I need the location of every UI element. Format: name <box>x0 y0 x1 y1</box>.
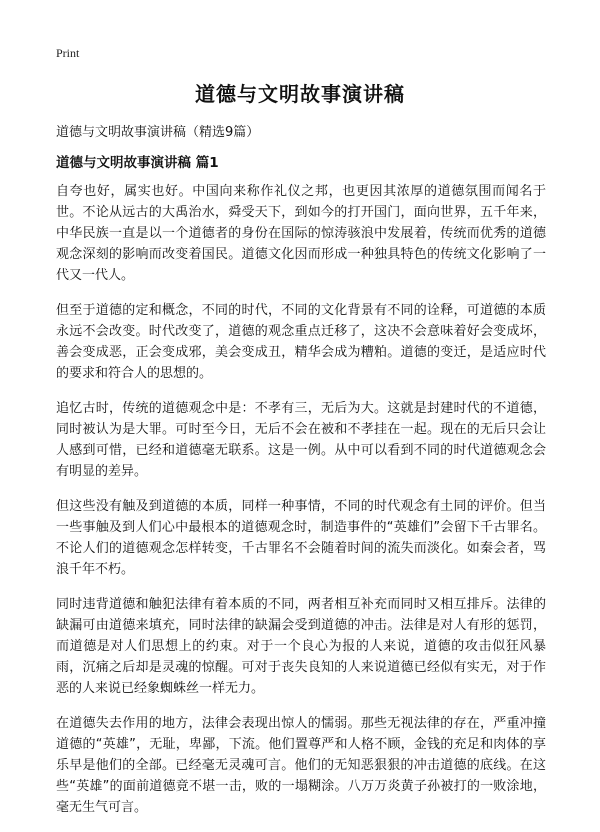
document-title: 道德与文明故事演讲稿 <box>195 82 405 106</box>
paragraph-5: 同时违背道德和触犯法律有着本质的不同，两者相互补充而同时又相互排斥。法律的缺漏可由道德来填充，同时法律的缺漏会受到道德的冲击。法律是对人有形的惩罚，而道德是对人们思想上的约束。对于一个良心为报的人来说，道德的攻击似狂风暴雨，沉痛之后却是灵魂的惊醒。可对于丧失良知的人来说道德已经似有实无，对于作恶的人来说已经象蜘蛛丝一样无力。 <box>56 597 546 696</box>
document-subtitle: 道德与文明故事演讲稿（精选9篇） <box>56 125 260 140</box>
paragraph-3: 追忆古时，传统的道德观念中是：不孝有三，无后为大。这就是封建时代的不道德，同时被认为是大罪。可时至今日，无后不会在被和不孝挂在一起。现在的无后只会让人感到可惜，已经和道德毫无联系。这是一例。从中可以看到不同的时代道德观念会有明显的差异。 <box>56 401 546 479</box>
section-heading: 道德与文明故事演讲稿 篇1 <box>56 155 219 171</box>
paragraph-4: 但这些没有触及到道德的本质，同样一种事情，不同的时代观念有土同的评价。但当一些事触及到人们心中最根本的道德观念时，制造事件的“英雄们”会留下千古罪名。不论人们的道德观念怎样转变，千古罪名不会随着时间的流失而淡化。如秦会者，骂浪千年不朽。 <box>56 499 546 577</box>
print-label: Print <box>56 46 80 60</box>
paragraph-1: 自夸也好，属实也好。中国向来称作礼仪之邦，也更因其浓厚的道德氛围而闻名于世。不论从远古的大禹治水，舜受天下，到如今的打开国门，面向世界，五千年来，中华民族一直是以一个道德者的身份在国际的惊涛骇浪中发展着，传统而优秀的道德观念深刻的影响而改变着国民。道德文化因而形成一种独具特色的传统文化影响了一代又一代人。 <box>56 184 546 283</box>
paragraph-2: 但至于道德的定和概念，不同的时代，不同的文化背景有不同的诠释，可道德的本质永远不会改变。时代改变了，道德的观念重点迁移了，这决不会意味着好会变成坏，善会变成恶，正会变成邪，美会变成丑，精华会成为糟粕。道德的变迁，是适应时代的要求和符合人的思想的。 <box>56 303 546 381</box>
document-body <box>56 181 546 832</box>
paragraph-6: 在道德失去作用的地方，法律会表现出惊人的懦弱。那些无视法律的存在，严重冲撞道德的“英雄”，无耻，卑鄙，下流。他们置尊严和人格不顾，金钱的充足和肉体的享乐早是他们的全部。已经毫无灵魂可言。他们的无知恶狠狠的冲击道德的底线。在这些“英雄”的面前道德竟不堪一击，败的一塌糊涂。八万万炎黄子孙被打的一败涂地，毫无生气可言。 <box>56 716 546 815</box>
